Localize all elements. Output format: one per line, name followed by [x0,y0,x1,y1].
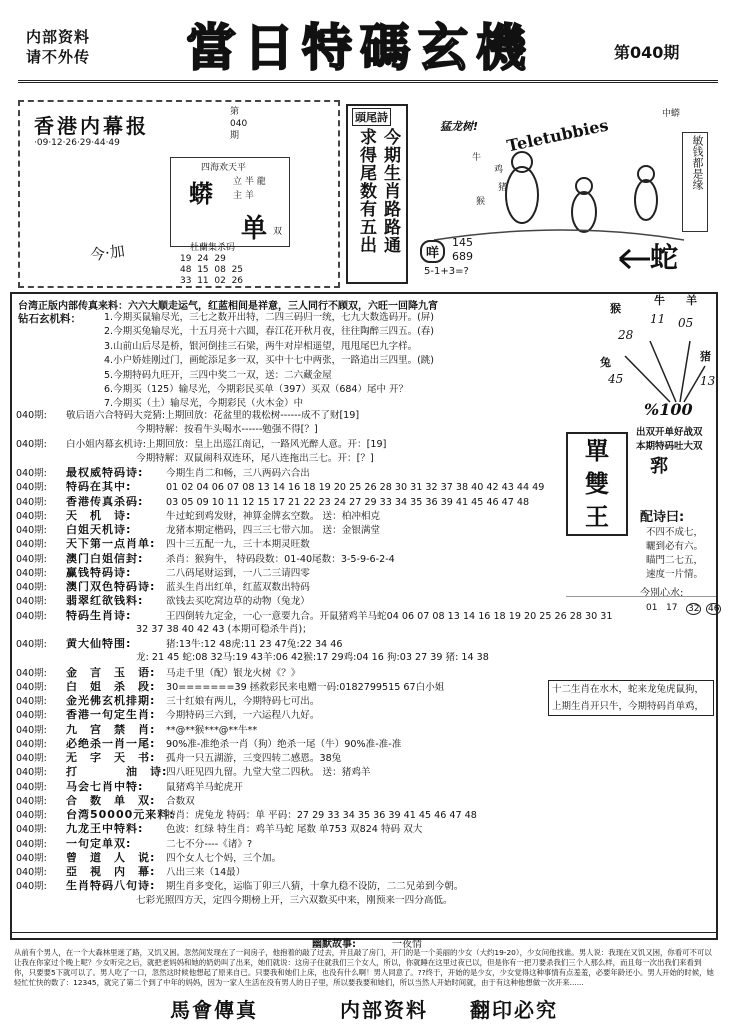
intro-item: 4.小户娇娃刚过门，画蛇添足多一双，买中十七中两张，一路追出三四里。(跳) [104,355,434,367]
row-title: 特码生肖诗: [66,609,132,622]
row-issue: 040期: [16,582,47,593]
rays-illustration [620,336,710,406]
intro-item: 1.今期买鼠输尽光，三七之数开出特，二四三码归一统，七九大数选码开。(屏) [104,312,434,323]
row-issue: 040期: [16,781,47,793]
row-content: 今期特解：双鼠闹科双连环，尾八连拖出三七。开：[？] [136,452,374,464]
row-content: 白小姐内幕玄机诗:上期回放：皇上出巡江南记，一路风光醉人意。开：[19] [66,438,387,450]
poem-line-1: 今期生肖路路通 [380,128,400,254]
row-issue: 040期: [16,681,47,693]
row-content: 四个女人七个妈，三个加。 [166,852,282,864]
grid-cell: 15 [197,265,209,275]
row-content: 今期特解：按看牛头喝水------勉强不得[？] [136,424,318,436]
row-issue: 040期: [16,852,47,864]
prediction-row [16,781,716,793]
row-content: 欲钱去买吃窝边草的动物（兔龙） [166,596,310,608]
row-title: 白姐天机诗: [66,524,132,536]
grid-cell: 29 [214,254,226,264]
cartoon-cell-2: 鸡 [494,165,504,175]
prediction-row [16,738,716,750]
cartoon-label-top: 猛龙树! [440,120,479,133]
prediction-row [16,652,716,664]
row-content: 七彩光照四方天，定四今期榜上开，三六双数买中来，刚预来一四分高低。 [136,894,453,906]
newspaper-issue: 第040期 [230,107,248,141]
row-issue: 040期: [16,553,47,565]
header-left-line1: 内部资料 [26,28,91,46]
row-content: 敬后语六合特码大竞猜:上期回放：花盆里的栽松树------成不了财[19] [66,410,360,421]
row-content: 01 02 04 06 07 08 13 14 16 18 19 20 25 26 28 30 31 32 37 38 40 42 43 44 49 [166,482,545,494]
row-issue: 040期: [16,610,47,622]
row-title: 一句定单双: [66,837,132,850]
poem-line: 速度一片情。 [646,569,704,580]
prediction-row [16,410,716,422]
row-content: 鼠猪鸡羊马蛇虎开 [166,781,243,793]
row-title: 生肖特码八句诗: [66,880,156,893]
scene-big-char: 蟒 [189,179,213,208]
ball: 32 [688,604,700,614]
poem-line-2: 求得尾数有五出 [356,128,376,254]
lower-label: 杜蘭集杀码 [190,243,236,253]
prediction-row [16,510,716,522]
row-issue: 040期: [16,667,47,679]
row-issue: 040期: [16,795,47,807]
prediction-row [16,866,716,878]
row-title: 最权威特码诗: [66,467,144,479]
row-content: 蓝头生肖出红单，红蓝双数出特码 [166,582,310,593]
row-title: 澳门双色特码诗: [66,581,156,593]
row-title: 黄大仙特围: [66,638,132,650]
cartoon-side-text: 敏钱都是缘 [682,132,708,232]
grid-cell: 26 [231,276,244,286]
row-content: 八出三来（14最） [166,867,246,878]
intro-list [104,311,524,412]
prediction-row [16,538,716,550]
poem-line: 瞄門二七五， [646,555,704,566]
row-title: 马会七肖中特: [66,780,144,793]
footer-right: 翻印必究 [470,998,558,1022]
row-issue: 040期: [16,525,47,536]
story-subtitle: 一夜情 [392,939,422,950]
row-title: 必绝杀一肖一尾: [66,737,156,750]
newspaper-title: 香港内幕报 [34,114,149,138]
row-title: 天下第一点肖单: [66,538,156,551]
prediction-row [16,439,716,451]
row-title: 台湾50000元来料: [66,809,175,821]
row-issue: 040期: [16,738,47,750]
header-left-line2: 请不外传 [26,48,91,66]
prediction-row [16,595,716,607]
row-content: 四十三五配一九，三十本期灵旺数 [166,539,310,551]
row-content: 合数双 [166,795,195,807]
row-issue: 040期: [16,867,47,878]
prediction-row [16,724,716,736]
snake-char: 蛇 [650,241,679,274]
row-issue: 040期: [16,567,47,579]
row-issue: 040期: [16,496,47,508]
prediction-row [16,610,716,622]
story-text: 从前有个男人，在一个大森林里迷了路，又饥又困。忽然间发现在了一间房子，他抱着的敲了过去，并且敲了房门，开门的是一个美丽的少女（大约19-20），少女问他找谁。男人说：我现在又饥又困，你看可不可以让我在你家过个晚上呢？少女听完之后，就把老妈妈和她的奶奶叫了出来，她们就说：这房子住就我们三个女人，所以，你就睡在这里过夜已以，但是你有一把刀要杀我们三个人那么样，而且每一次出我们来看到你，只要要5下就可以了。男人吃了一口，忽然这时候他想起了原来自已。只要我和她们上床，也没有什么啊！男人同意了。??终于，开始的是少女，少女觉得这种事情有点羞羞，必要年龄还小。男人开始的时候，她轻忙忙快的数了：12345，就完了第二个到了中年的妈妈，因为一家人生活在没有男人的日子里，所以要我要和她们，所以当然人开始时间就，由于有这种他想做一次开来...... [14,948,714,987]
row-title: 赢钱特码诗: [66,566,132,579]
row-issue: 040期: [16,482,47,494]
prediction-row [16,424,716,436]
prediction-row [16,895,716,907]
prediction-row [16,624,716,636]
row-content: 期生肖多变化，运临丁卯三八猜，十拿九稳不设防，二二兄弟到今朝。 [166,881,464,893]
row-title: 合 数 单 双: [66,794,156,807]
zodiac-label: 兔 [600,356,611,369]
row-content: 龙猪本期定楷码，四三三七带六加。 送：金银满堂 [166,525,381,536]
row-issue: 040期: [16,596,47,608]
row-issue: 040期: [16,824,47,836]
cartoon-cell-3: 猪 [498,183,508,193]
scene-small-char: 双 [273,227,283,237]
grid-cell: 08 [214,265,226,275]
poem-box [346,104,408,284]
row-title: 曾 道 人 说: [66,851,156,864]
box-char: 王 [585,502,609,531]
row-content: 二七不分----《诸》? [166,838,253,850]
cartoon-cell-4: 猴 [476,197,486,207]
row-title: 天 机 诗: [66,509,132,522]
intro-item: 6.今期买（125）输尽光，今期彩民买单（397）买双（684）尾中 开？ [104,384,408,396]
row-title: 无 字 天 书: [66,752,156,764]
number-grid [180,254,300,287]
row-issue: 040期: [16,881,47,893]
poem-line: 不四不成七， [646,527,704,538]
zodiac-label: 猴 [610,302,621,315]
grid-cell: 19 [180,254,192,264]
prediction-row [16,667,716,679]
scene-top-label: 四海欢天平 [201,163,247,173]
footer-left: 馬會傳真 [170,998,258,1022]
row-issue: 040期: [16,510,47,522]
box-char: 雙 [585,469,609,498]
prediction-row [16,752,716,764]
zodiac-label: 羊 [686,294,697,307]
prediction-row [16,795,716,807]
zodiac-label: 牛 [654,294,665,307]
row-issue: 040期: [16,710,47,722]
prediction-row [16,524,716,536]
cartoon-cell-1: 牛 [472,153,482,163]
grid-cell: 48 [180,265,192,275]
row-content: 色波：红绿 特生肖：鸡羊马蛇 尾数 单753 双824 特码 双大 [166,824,423,836]
grid-cell: 02 [214,276,226,286]
prediction-row [16,453,716,465]
formula: 5-1+3=? [424,266,469,277]
row-content: 龙: 21 45 蛇:08 32马:19 43羊:06 42猴:17 29鸡:04 16 狗:03 27 39 猪: 14 38 [136,652,489,664]
prediction-row [16,809,716,821]
row-content: 马走千里（配）银龙火树《？》 [166,667,301,679]
row-title: 香港一句定生肖: [66,709,156,722]
hand-text: 今·加 [88,241,126,265]
poem-title-right: 配诗曰: [640,510,685,525]
row-issue: 040期: [16,753,47,764]
prediction-list [16,410,716,930]
row-issue: 040期: [16,468,47,479]
row-issue: 040期: [16,696,47,707]
row-issue: 040期: [16,767,47,779]
scene-small-right: 主 羊 [233,191,254,201]
box-char: 單 [585,436,609,465]
prediction-row [16,553,716,565]
scene-big-single: 单 [241,214,268,244]
zodiac-number: 05 [678,316,694,330]
row-content: 二八码尾财运到，一八二三请四零 [166,567,310,579]
row-issue: 040期: [16,810,47,821]
row-issue: 040期: [16,438,47,450]
poem-end: 今別心水: [640,588,684,599]
scene-box [170,157,290,247]
cartoon-brand: Teletubbies [505,115,611,156]
ball: 17 [666,603,678,613]
row-content: 孤舟一只五湖游，三变四转二感恩。38兔 [166,753,342,764]
numbers-line: ·09·12·26·29·44·49 [34,138,120,148]
row-title: 澳门白姐信封: [66,552,144,565]
row-title: 亞 視 内 幕: [66,866,156,878]
side-note: 十二生肖在水木，蛇来龙兔虎鼠狗，上期生肖开只牛，今期特码肖单鸡， [548,680,714,716]
row-content: 王四倒转九定金，一心一意要九合。开鼠猪鸡羊马蛇04 06 07 08 13 14 16 18 19 20 25 26 28 30 31 [166,610,613,622]
row-content: 今期特码三六到，一六运程八九好。 [166,710,320,722]
row-content: 03 05 09 10 11 12 15 17 21 22 23 24 27 29 33 34 35 36 39 41 45 46 47 48 [166,496,530,508]
row-title: 九龙王中特料: [66,823,144,836]
prediction-row [16,581,716,593]
row-content: 牛过蛇到鸡发财，神算金牌玄空数。 送：柏冲相克 [166,510,381,522]
row-content: 猪:13牛:12 48虎:11 23 47兔:22 34 46 [166,639,343,650]
intro-item: 3.山前山后尽是桥，银河倒挂三石梁，两牛对岸相遥望，甩甩尾巴九字样。 [104,340,418,352]
prediction-row [16,838,716,850]
row-content: 32 37 38 40 42 43 (本期可稳杀牛肖)； [136,623,312,635]
row-issue: 040期: [16,724,47,736]
row-title: 翡翠红欲钱料: [66,595,144,608]
prediction-row [16,823,716,835]
row-issue: 040期: [16,539,47,551]
teletubbies-illustration [414,140,716,250]
story-title: 幽默故事: [312,939,356,950]
row-title: 金光佛玄机排期: [66,695,156,707]
zodiac-number: 11 [650,312,666,326]
prediction-row [16,496,716,508]
row-content: 30=======39 拯救彩民来电赠一码:0182799515 67白小姐 [166,681,445,693]
zodiac-label: 猪 [700,350,711,363]
grid-cell: 24 [197,254,209,264]
story-section [12,932,716,988]
ball: 01 [646,603,658,613]
row-content: **@**猴***@**牛** [166,724,258,736]
prediction-row [16,638,716,650]
issue-number: 第040期 [614,43,680,62]
lucky-bubble: 咩 [420,240,445,263]
right-note-1: 出双开单好战双 [636,427,703,438]
grid-cell: 25 [231,265,244,275]
row-title: 金 言 玉 语: [66,666,156,679]
right-sub-char: 郛 [650,456,668,477]
percent-label: %100 [644,400,693,419]
row-issue: 040期: [16,838,47,850]
header-divider [18,80,718,83]
row-title: 打 油 诗: [66,766,168,779]
prediction-row [16,567,716,579]
prediction-row [16,880,716,892]
intro-label: 钻石玄机料： [18,313,81,325]
intro-line-1: 台湾正版内部传真来料：六六大顺走运气，红蓝相间是祥意，三人同行不顾双，六旺一回降九宵 [18,301,438,312]
poem-head: 頭尾詩 [352,108,391,126]
row-content: 三十红娘有两儿，今期特码七可出。 [166,696,320,707]
row-title: 九 宫 禁 肖: [66,723,156,736]
ball: 46 [708,604,720,614]
intro-item: 5.今期特码九旺开，三四中奖二一双，送：二六藏金屋 [104,369,332,381]
row-title: 白 姐 杀 段: [66,680,156,693]
row-content: 今期生肖二和畅，三八两码六合出 [166,468,310,479]
prediction-row [16,852,716,864]
zodiac-number: 28 [618,328,634,342]
poem-line: 曬到必有六。 [646,541,704,552]
zodiac-number: 13 [700,374,716,388]
row-issue: 040期: [16,639,47,650]
scene-small-left: 立 半 龍 [233,177,266,187]
row-content: 杀肖：猴狗牛， 特码段数：01-40尾数：3-5-9-6-2-4 [166,553,395,565]
prediction-row [16,481,716,493]
row-title: 香港传真杀码: [66,495,144,508]
grid-cell: 33 [180,276,192,286]
row-content: 四八旺见四九留。九堂大堂二四秋。 送：猪鸡羊 [166,767,371,779]
intro-item: 7.今期买（土）输尽光，今期彩民（火木金）中 [104,398,304,410]
number-689: 689 [452,250,473,263]
top-left-panel [18,100,340,288]
row-issue: 040期: [16,410,47,421]
right-note-2: 本期特码吐大双 [636,441,703,452]
footer-mid: 内部资料 [340,998,428,1022]
prediction-row [16,467,716,479]
grid-cell: 11 [197,276,209,286]
row-content: 特肖：虎兔龙 特码：单 平码：27 29 33 34 35 36 39 41 45 46 47 48 [166,810,477,821]
zodiac-number: 45 [608,372,624,386]
cartoon-small-label: 中蟒 [662,109,681,119]
intro-item: 2.今期买兔输尽光，十五月亮十六圆，春江花开秋月夜，往往陶醉三四五。(春) [104,326,434,338]
row-content: 90%准-准绝杀一肖（狗）绝杀一尾（牛）90%准-准-准 [166,738,402,750]
number-145: 145 [452,236,473,249]
page-title: 當日特碼玄機 [186,18,534,77]
row-title: 特码在其中: [66,481,132,494]
arrow-icon [614,244,654,274]
prediction-row [16,766,716,778]
